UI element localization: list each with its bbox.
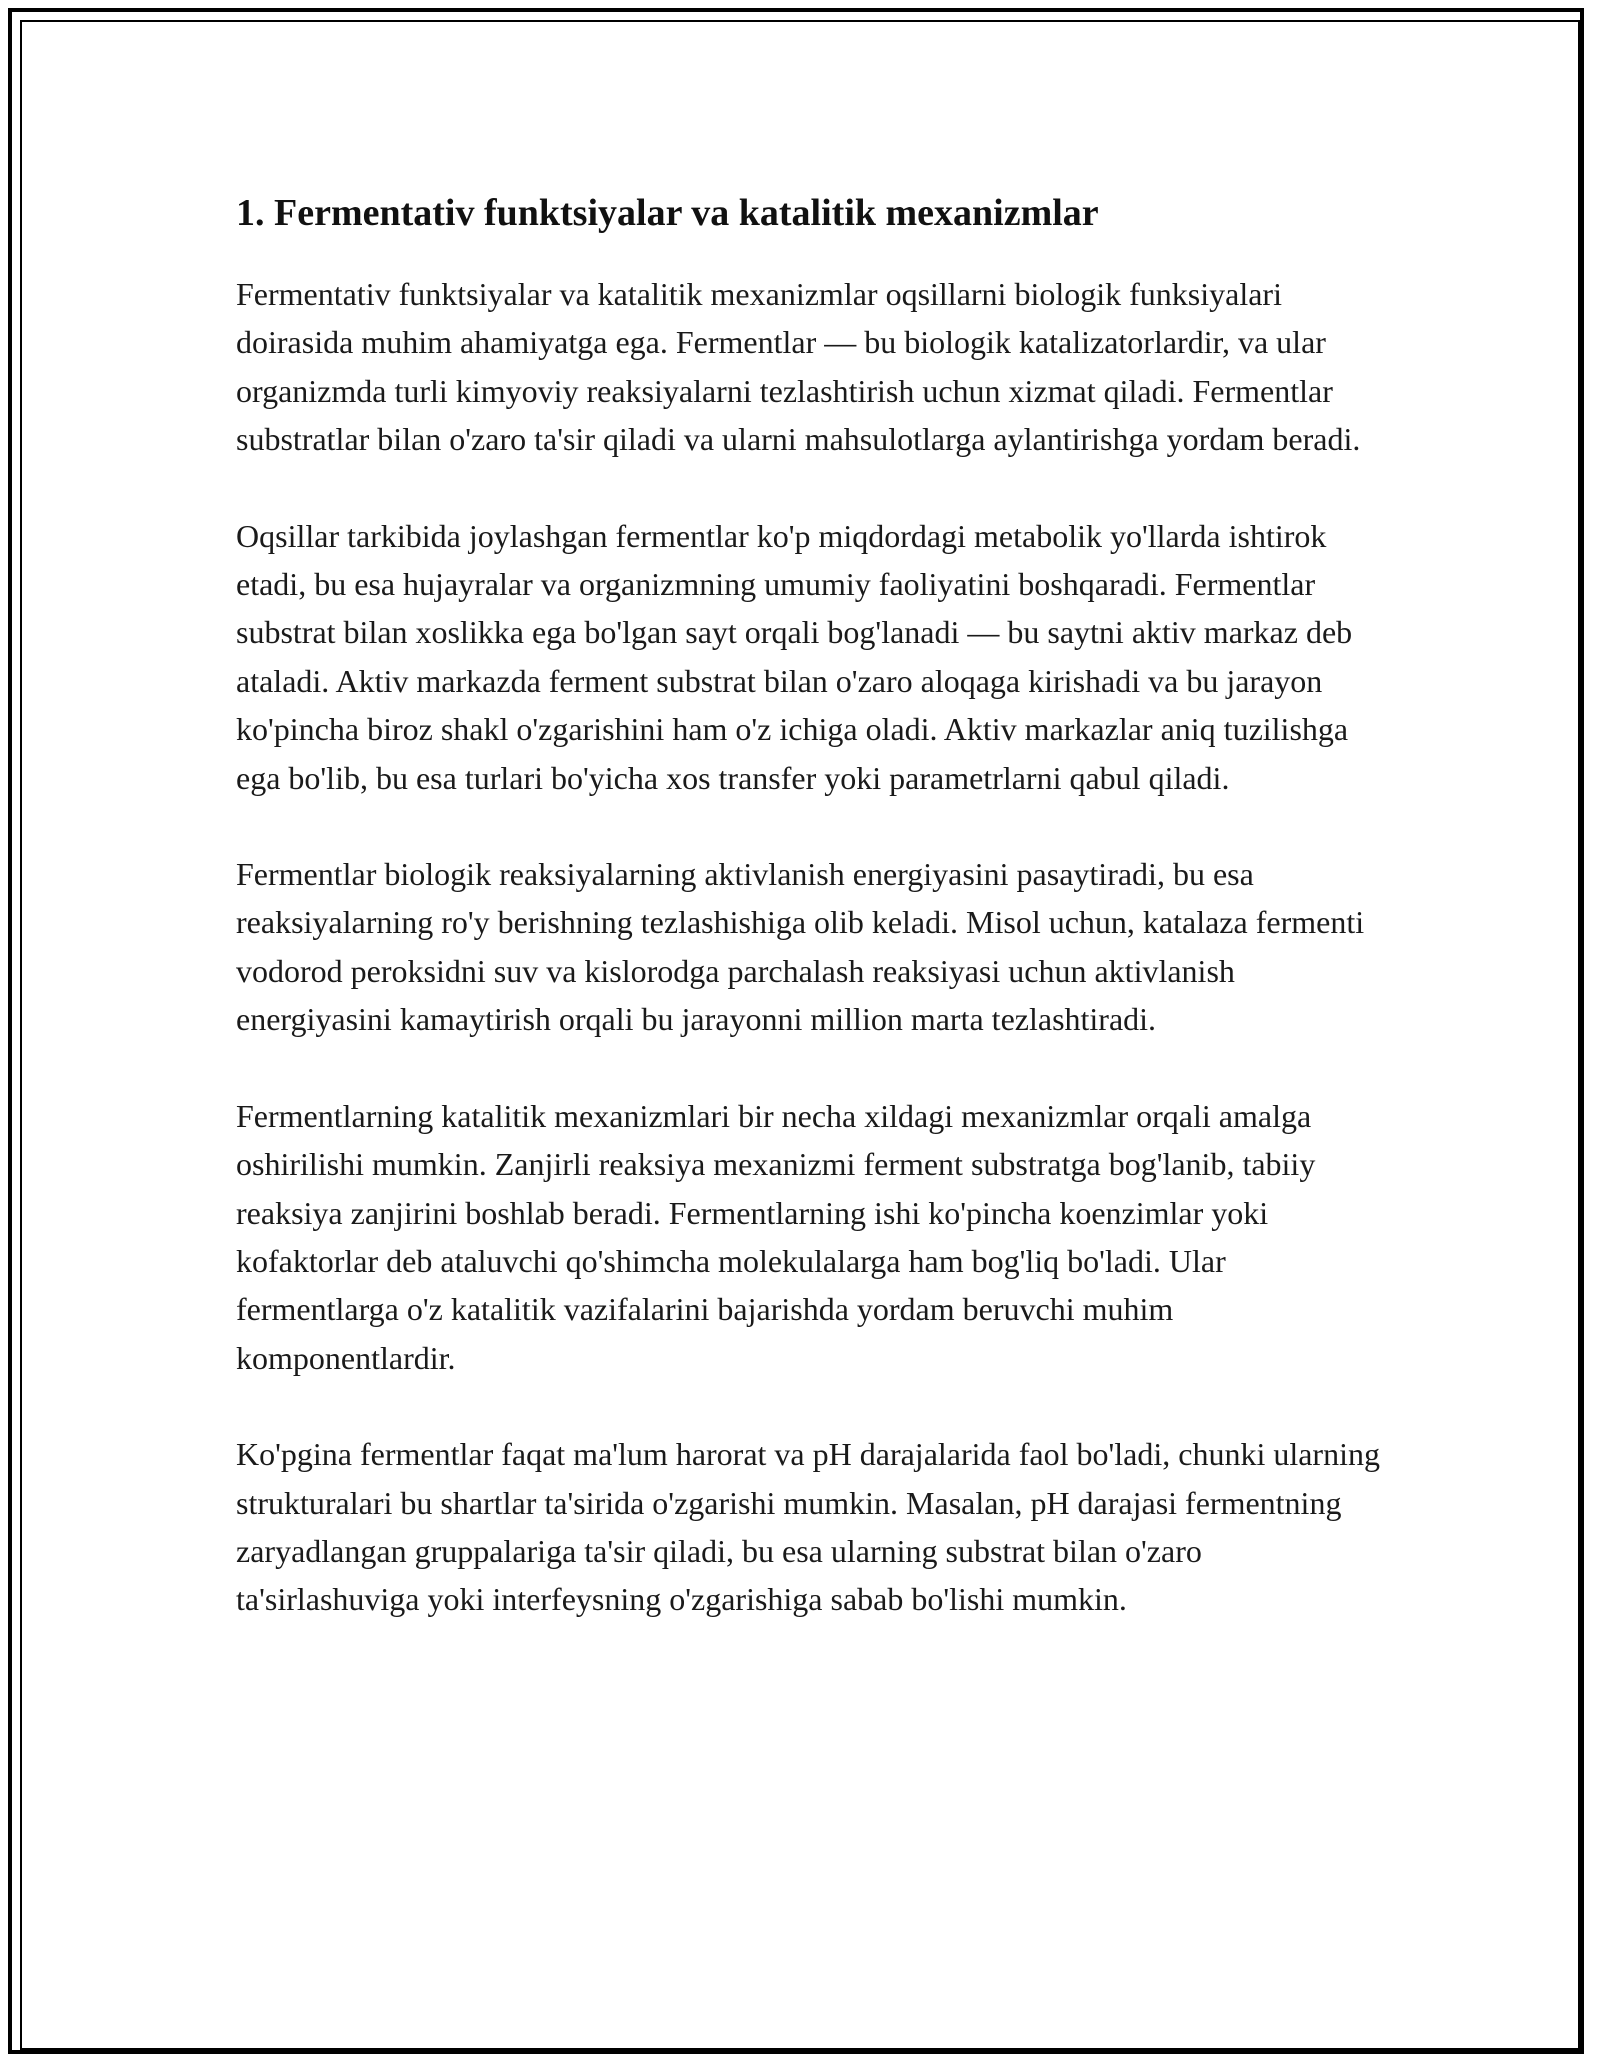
- document-body: [236, 186, 1386, 1672]
- paragraph-4: Fermentlarning katalitik mexanizmlari bir necha xildagi mexanizmlar orqali amalga oshirilishi mumkin. Zanjirli reaksiya mexanizmi ferment substratga bog'lanib, tabiiy reaksiya zanjirini boshlab beradi. Fermentlarning ishi ko'pincha koenzimlar yoki kofaktorlar deb ataluvchi qo'shimcha molekulalarga ham bog'liq bo'ladi. Ular fermentlarga o'z katalitik vazifalarini bajarishda yordam beruvchi muhim komponentlardir.: [236, 1097, 1316, 1376]
- paragraph-2: Oqsillar tarkibida joylashgan fermentlar ko'p miqdordagi metabolik yo'llarda ishtirok etadi, bu esa hujayralar va organizmning umumiy faoliyatini boshqaradi. Fermentlar substrat bilan xoslikka ega bo'lgan sayt orqali bog'lanadi — bu saytni aktiv markaz deb ataladi. Aktiv markazda ferment substrat bilan o'zaro aloqaga kirishadi va bu jarayon ko'pincha biroz shakl o'zgarishini ham o'z ichiga oladi. Aktiv markazlar aniq tuzilishga ega bo'lib, bu esa turlari bo'yicha xos transfer yoki parametrlarni qabul qiladi.: [236, 517, 1353, 796]
- paragraph-1: Fermentativ funktsiyalar va katalitik mexanizmlar oqsillarni biologik funksiyalari doirasida muhim ahamiyatga ega. Fermentlar — bu biologik katalizatorlardir, va ular organizmda turli kimyoviy reaksiyalarni tezlashtirish uchun xizmat qiladi. Fermentlar substratlar bilan o'zaro ta'sir qiladi va ularni mahsulotlarga aylantirishga yordam beradi.: [236, 276, 1361, 458]
- section-heading: 1. Fermentativ funktsiyalar va katalitik mexanizmlar: [236, 192, 1099, 234]
- paragraph-5: Ko'pgina fermentlar faqat ma'lum harorat va pH darajalarida faol bo'ladi, chunki ularning strukturalari bu shartlar ta'sirida o'zgarishi mumkin. Masalan, pH darajasi fermentning zaryadlangan gruppalariga ta'sir qiladi, bu esa ularning substrat bilan o'zaro ta'sirlashuviga yoki interfeysning o'zgarishiga sabab bo'lishi mumkin.: [236, 1436, 1380, 1618]
- paragraph-3: Fermentlar biologik reaksiyalarning aktivlanish energiyasini pasaytiradi, bu esa reaksiyalarning ro'y berishning tezlashishiga olib keladi. Misol uchun, katalaza fermenti vodorod peroksidni suv va kislorodga parchalash reaksiyasi uchun aktivlanish energiyasini kamaytirish orqali bu jarayonni million marta tezlashtiradi.: [236, 856, 1365, 1038]
